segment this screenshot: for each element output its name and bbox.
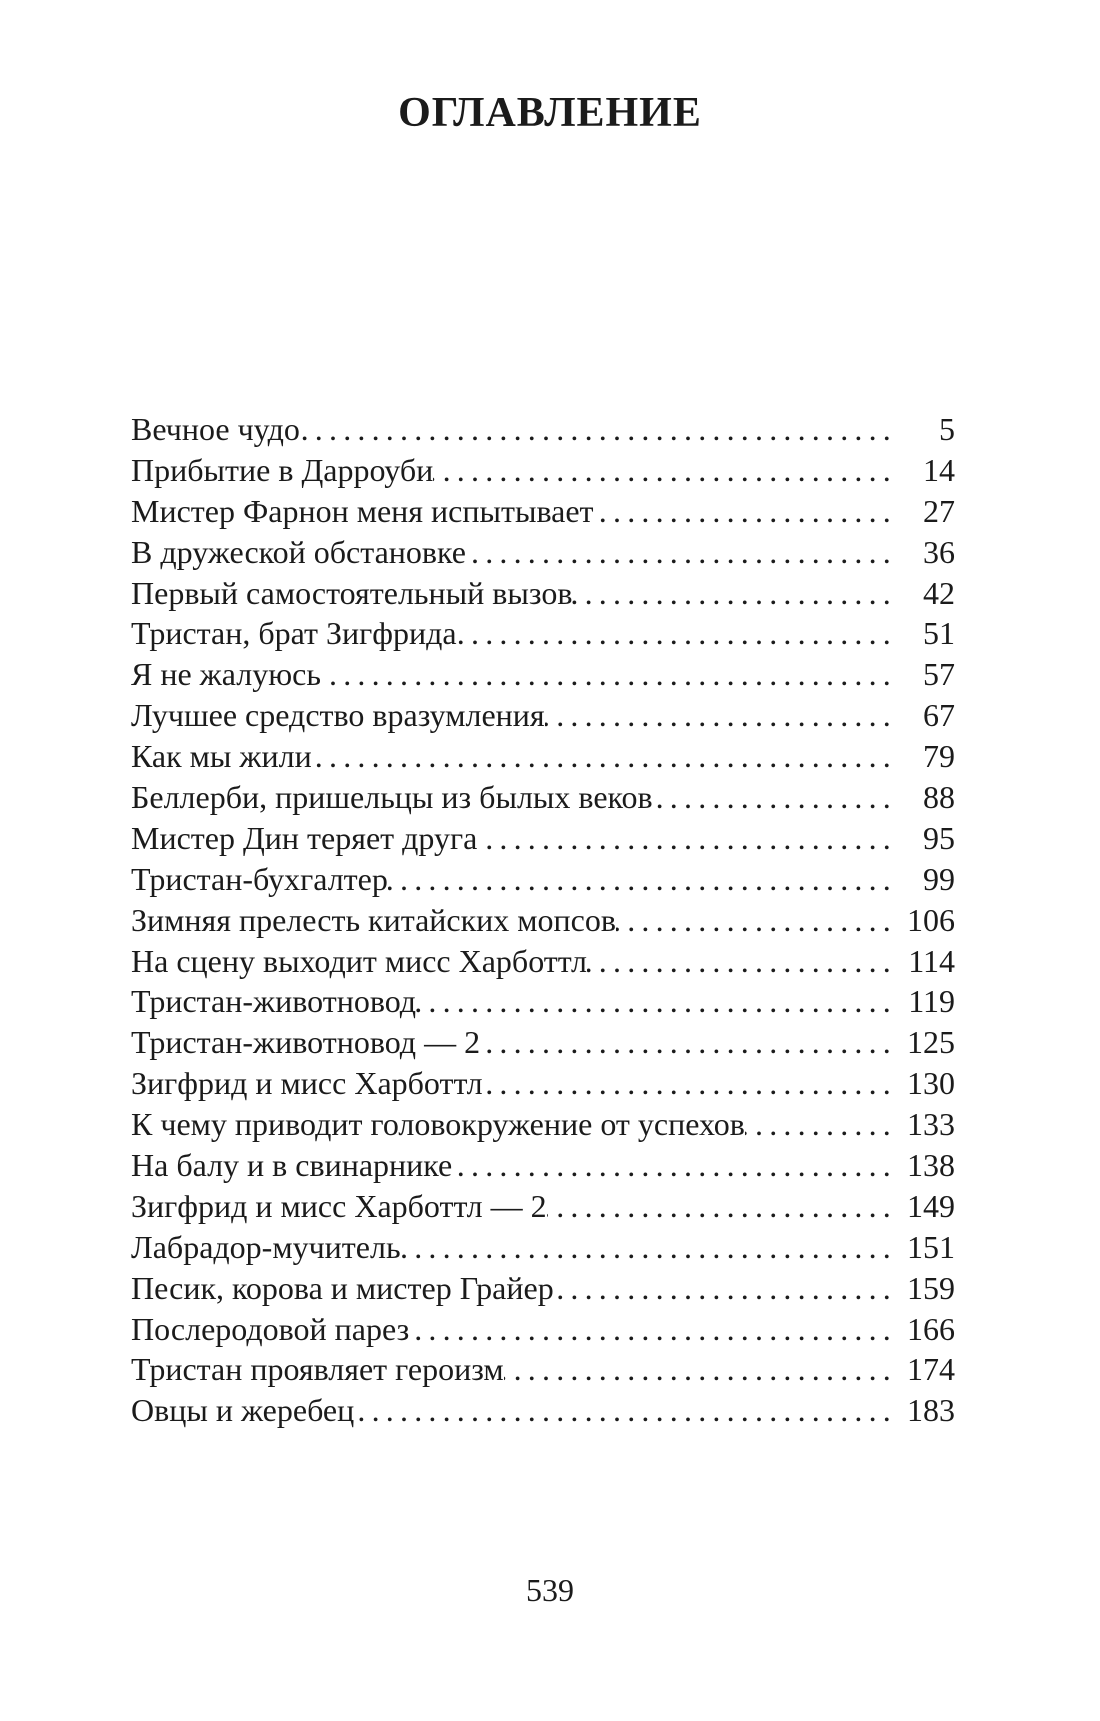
dot-leader	[504, 1349, 897, 1390]
toc-entry	[131, 1390, 955, 1431]
toc-entry	[131, 1145, 955, 1186]
toc-entry	[131, 1022, 955, 1063]
toc-entry	[131, 1063, 955, 1104]
toc-entry	[131, 695, 955, 736]
toc-entry-title: Тристан проявляет героизм	[131, 1351, 504, 1388]
toc-entry	[131, 941, 955, 982]
toc-list	[131, 409, 955, 1431]
toc-entry-page-number: 174	[907, 1351, 955, 1388]
toc-entry-title: Прибытие в Дарроуби	[131, 451, 434, 488]
dot-leader	[480, 1022, 897, 1063]
toc-entry-page-number: 5	[939, 411, 955, 447]
toc-entry-title: Как мы жили	[131, 738, 312, 775]
toc-entry-title: Зигфрид и мисс Харботтл	[131, 1065, 483, 1102]
toc-entry	[131, 981, 955, 1022]
toc-entry	[131, 409, 955, 450]
dot-leader	[409, 1309, 897, 1350]
toc-entry-page-number: 119	[908, 983, 955, 1020]
toc-entry	[131, 573, 955, 614]
toc-entry	[131, 1227, 955, 1268]
dot-leader	[616, 900, 897, 941]
dot-leader	[416, 981, 897, 1022]
toc-entry	[131, 859, 955, 900]
toc-entry-title: Зигфрид и мисс Харботтл — 2	[131, 1187, 547, 1224]
toc-entry	[131, 1309, 955, 1350]
toc-entry	[131, 1104, 955, 1145]
toc-entry	[131, 900, 955, 941]
toc-entry-title: На сцену выходит мисс Харботтл	[131, 942, 587, 979]
toc-entry-page-number: 57	[923, 656, 955, 693]
dot-leader	[300, 409, 897, 450]
toc-entry-title: Беллерби, пришельцы из былых веков	[131, 779, 653, 816]
dot-leader	[547, 1186, 897, 1227]
toc-entry-title: Мистер Фарнон меня испытывает	[131, 492, 594, 529]
dot-leader	[594, 491, 897, 532]
page-title: ОГЛАВЛЕНИЕ	[398, 90, 702, 136]
toc-entry-page-number: 51	[923, 615, 955, 652]
toc-entry-title: В дружеской обстановке	[131, 533, 466, 570]
dot-leader	[452, 1145, 897, 1186]
dot-leader	[545, 695, 897, 736]
toc-entry-title: Песик, корова и мистер Грайер	[131, 1269, 554, 1306]
toc-entry-title: Послеродовой парез	[131, 1310, 410, 1347]
toc-entry-title: Тристан-животновод	[131, 983, 417, 1020]
toc-entry-title: Первый самостоятельный вызов	[131, 574, 573, 611]
dot-leader	[321, 654, 897, 695]
toc-entry-page-number: 106	[907, 901, 955, 938]
toc-entry-page-number: 79	[923, 738, 955, 775]
toc-entry-title: Тристан-бухгалтер	[131, 860, 388, 897]
toc-entry-page-number: 151	[907, 1228, 955, 1265]
page-number: 539	[526, 1572, 574, 1608]
toc-entry-title: Тристан-животновод — 2	[131, 1024, 481, 1061]
toc-entry-title: Тристан, брат Зигфрида	[131, 615, 457, 652]
toc-entry	[131, 613, 955, 654]
toc-entry-title: Я не жалуюсь	[131, 656, 321, 693]
toc-entry-page-number: 42	[923, 574, 955, 611]
toc-entry-page-number: 36	[923, 533, 955, 570]
toc-entry-title: На балу и в свинарнике	[131, 1147, 453, 1184]
dot-leader	[457, 613, 897, 654]
toc-entry-page-number: 130	[907, 1065, 955, 1102]
toc-entry-title: Вечное чудо	[131, 411, 300, 447]
toc-entry	[131, 450, 955, 491]
toc-entry	[131, 1349, 955, 1390]
toc-entry	[131, 777, 955, 818]
dot-leader	[483, 1063, 897, 1104]
toc-entry-title: К чему приводит головокружение от успехов	[131, 1106, 745, 1143]
dot-leader	[554, 1268, 897, 1309]
toc-entry-title: Мистер Дин теряет друга	[131, 819, 478, 856]
toc-entry-page-number: 133	[907, 1106, 955, 1143]
toc-entry-page-number: 125	[907, 1024, 955, 1061]
toc-entry-page-number: 159	[907, 1269, 955, 1306]
toc-entry	[131, 736, 955, 777]
dot-leader	[745, 1104, 897, 1145]
toc-entry-page-number: 99	[923, 860, 955, 897]
toc-entry	[131, 532, 955, 573]
toc-entry-page-number: 149	[907, 1187, 955, 1224]
toc-entry	[131, 654, 955, 695]
toc-entry-title: Зимняя прелесть китайских мопсов	[131, 901, 616, 938]
toc-entry-page-number: 14	[923, 451, 955, 488]
toc-entry	[131, 1268, 955, 1309]
dot-leader	[354, 1390, 897, 1431]
dot-leader	[653, 777, 897, 818]
dot-leader	[401, 1227, 897, 1268]
dot-leader	[433, 450, 897, 491]
toc-entry-page-number: 95	[923, 819, 955, 856]
toc-entry-page-number: 114	[908, 942, 955, 979]
dot-leader	[572, 573, 897, 614]
dot-leader	[388, 859, 897, 900]
dot-leader	[477, 818, 897, 859]
toc-entry	[131, 1186, 955, 1227]
toc-entry-page-number: 88	[923, 779, 955, 816]
toc-entry-title: Лучшее средство вразумления	[131, 697, 545, 734]
toc-entry	[131, 491, 955, 532]
toc-entry-page-number: 138	[907, 1147, 955, 1184]
toc-entry-title: Лабрадор-мучитель	[131, 1228, 401, 1265]
dot-leader	[466, 532, 897, 573]
toc-entry	[131, 818, 955, 859]
toc-entry-page-number: 183	[907, 1392, 955, 1429]
dot-leader	[587, 941, 897, 982]
toc-entry-page-number: 166	[907, 1310, 955, 1347]
dot-leader	[312, 736, 897, 777]
toc-entry-title: Овцы и жеребец	[131, 1392, 355, 1429]
toc-entry-page-number: 27	[923, 492, 955, 529]
toc-entry-page-number: 67	[923, 697, 955, 734]
